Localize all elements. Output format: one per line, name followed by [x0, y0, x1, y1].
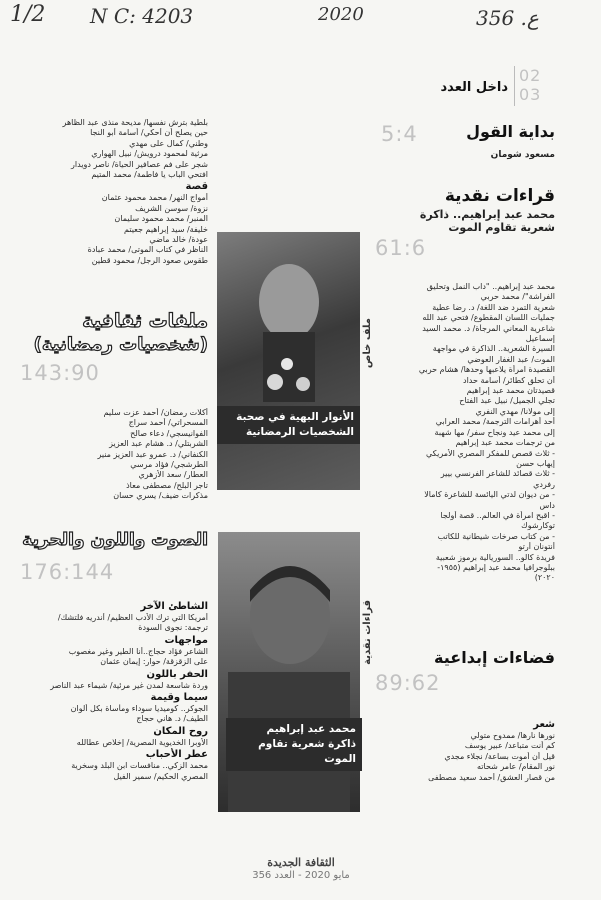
contents-entry: محمد عبد إبراهيم.. "داب النمل وتحليق — [426, 282, 555, 291]
contents-entry: محمد الزكي.. منافسات ابن البلد وسخرية — [71, 761, 208, 771]
contents-entry: - ثلاث قصائد للشاعر الفرنسي بيير — [440, 469, 555, 479]
contents-entry: القصيدة امرأة يلاعبها وحدها/ هشام حربي — [418, 365, 555, 375]
contents-entry: الطيف/ د. هاني حجاج — [136, 714, 208, 724]
contents-entry: وطني/ كمال على مهدي — [129, 138, 208, 148]
contents-entry: الفراشة"/ محمد حربي — [480, 292, 555, 302]
contents-entry: - من كتاب صرخات شيطانية للكاتب — [437, 531, 555, 541]
page-number-box — [514, 66, 551, 106]
subsection-heading: الشاطئ الآخر — [140, 601, 208, 612]
section-creative-spaces — [375, 648, 555, 695]
cultural-files-list — [20, 408, 208, 502]
contents-entry: - ثلاث قصص للمفكر المصري الأمريكي — [426, 448, 555, 458]
contents-entry: - اقبح امرأة في العالم.. قصة أولجا — [440, 510, 555, 520]
contents-entry: من قصار العشق/ أحمد سعيد مصطفى — [428, 772, 555, 782]
section-title: ملفات ثقافية — [82, 310, 208, 332]
section-cultural-files — [20, 310, 208, 385]
page-range: 5:4 — [381, 122, 418, 146]
author-portrait-side-label: قراءات نقدية — [362, 600, 373, 665]
contents-entry: أمريكا التي ترك الأدب العظيم/ أندريه فلتشك/ — [57, 613, 208, 622]
special-file-caption — [217, 406, 360, 444]
contents-entry: داس — [539, 500, 555, 510]
section-title: الصوت واللون والحرية — [22, 530, 208, 550]
contents-entry: الجوكر.. كوميديا سوداء ومأساة بكل ألوان — [70, 704, 208, 714]
contents-entry: تجلي الجميل/ نبيل عبد الفتاح — [459, 396, 555, 406]
contents-entry: تاجر البلح/ مصطفى معاذ — [126, 480, 208, 490]
contents-entry: الأوبرا الخديوية المصرية/ إخلاص عطالله — [76, 737, 208, 747]
page-range: 176:144 — [20, 560, 115, 584]
handwritten-fraction: 1/2 — [10, 2, 46, 27]
contents-entry: خليفة/ سيد إبراهيم جعيتم — [124, 224, 208, 234]
voice-color-freedom-list — [20, 600, 208, 782]
caption-line: الشخصيات الرمضانية — [245, 426, 354, 438]
section-subtitle: شعرية تقاوم الموت — [448, 221, 555, 234]
section-subtitle: محمد عبد إبراهيم.. ذاكرة — [419, 208, 555, 221]
contents-entry: - من ديوان لدتي اليائسة للشاعرة كامالا — [424, 490, 555, 500]
contents-entry: ٢٠٢٠) — [534, 573, 555, 583]
critical-readings-list — [375, 282, 555, 584]
contents-entry: الكنفاني/ د. عمرو عبد العزيز منير — [97, 449, 208, 459]
contents-entry: شاعرية المعاني المرجأة/ د. محمد السيد — [422, 323, 555, 333]
author-name: مسعود شومان — [490, 150, 555, 160]
contents-entry: طقوس صعود الرجل/ محمود قطين — [91, 255, 208, 265]
contents-entry: إلى مولانا/ مهدي النفري — [475, 406, 555, 416]
contents-entry: كم أنت متباعد/ عبير يوسف — [464, 741, 555, 751]
section-voice-color-freedom — [20, 530, 208, 584]
section-title: بداية القول — [466, 122, 555, 141]
special-file-side-label: ملف خاص — [362, 318, 373, 369]
contents-entry: المسحراتي/ أحمد سراج — [128, 418, 208, 428]
contents-entry: أحد أهرامات الترجمة/ محمد العرابي — [435, 417, 555, 427]
caption-line: محمد عبد إبراهيم — [266, 723, 356, 735]
contents-entry: من ترجمات محمد عبد إبراهيم — [455, 438, 555, 448]
contents-entry: نزوة/ سوسن الشريف — [135, 203, 208, 213]
page-range: 61:6 — [375, 236, 427, 260]
contents-entry: افتحي الباب يا فاطمة/ محمد المتيم — [91, 170, 208, 180]
issue-contents-title: داخل العدد — [440, 80, 508, 95]
special-file-photo — [217, 232, 360, 490]
contents-entry: قيل أن أموت بساعة/ نجلاء مجدي — [444, 751, 555, 761]
section-opening — [375, 122, 555, 160]
subsection-heading: روح المكان — [153, 725, 208, 737]
page-range: 143:90 — [20, 361, 100, 385]
contents-entry: الشاعر فؤاد حجاج..أنا الطير وغير مغصوب — [68, 646, 208, 656]
subsection-heading: سيما وقيمة — [150, 692, 208, 704]
contents-entry: شعرية التمرد ضد اللغة/ د. رضا عطية — [432, 302, 555, 312]
contents-entry: مذكرات ضيف/ يسري حسان — [113, 491, 208, 501]
contents-entry: توكارشوك — [521, 521, 555, 531]
contents-entry: ببلوجرافيا محمد عبد إبراهيم (١٩٥٥- — [437, 562, 555, 572]
subsection-heading: الحفر باللون — [146, 668, 208, 680]
contents-entry: الفوانيسجي/ دعاء صالح — [130, 428, 208, 438]
page-number-top: 02 — [519, 66, 542, 85]
contents-entry: أمواج النهر/ محمد محمود عثمان — [101, 193, 208, 203]
contents-entry: على الزقزقة/ حوار: إيمان عثمان — [100, 657, 208, 667]
contents-entry: الناظر في كتاب الموتى/ محمد عبادة — [87, 245, 208, 255]
contents-entry: أكلات رمضان/ أحمد عزت سليم — [103, 408, 208, 417]
section-critical-readings — [375, 186, 555, 260]
creative-spaces-list — [375, 718, 555, 783]
subsection-heading: شعر — [533, 719, 555, 730]
contents-entry: شجر على فم عصافير الحياة/ ناصر دويدار — [71, 159, 208, 169]
contents-entry: المصري الحكيم/ سمير الفيل — [113, 771, 208, 781]
contents-entry: رفردي — [533, 479, 555, 489]
contents-entry: بلطية بترش نفسها/ مديحة منذى عبد الظاهر — [62, 118, 208, 127]
handwritten-issue: 356 .ع — [476, 6, 539, 30]
contents-entry: إلى محمد عيد ونجاح سفر/ مها شهبة — [434, 427, 555, 437]
subsection-heading: عطر الأحباب — [145, 749, 208, 761]
handwritten-reference: N C: 4203 — [90, 4, 194, 28]
contents-entry: قصيدتان محمد عبد إبراهيم — [466, 386, 555, 396]
contents-entry: إيهاب حسن — [516, 458, 555, 468]
lantern-illustration — [217, 232, 360, 490]
contents-entry: جمليات اللسان المقطوع/ فتحي عبد الله — [422, 313, 555, 323]
contents-entry: الشربتلي/ د. هشام عبد العزيز — [109, 439, 208, 449]
issue-date-line: مايو 2020 - العدد 356 — [252, 870, 350, 881]
magazine-logo: الثقافة الجديدة — [267, 856, 335, 869]
contents-entry: إسماعيل — [525, 334, 555, 344]
contents-entry: ترجمة: نجوى السودة — [138, 623, 208, 633]
contents-entry: الموت/ عبد الغفار العوضي — [467, 354, 555, 364]
contents-entry: مرثية لمحمود درويش/ نبيل الهواري — [91, 149, 208, 159]
page-number-bottom: 03 — [519, 85, 542, 104]
contents-entry: فريدة كالو.. السوريالية برموز شعبية — [435, 552, 555, 562]
contents-entry: أنتونان أرتو — [518, 542, 555, 552]
contents-entry: نورها نارها/ ممدوح متولي — [470, 731, 555, 740]
caption-line: الأنوار البهية في صحبة — [236, 411, 354, 423]
subsection-heading: قصة — [185, 181, 208, 193]
contents-entry: عودة/ خالد ماضي — [149, 235, 208, 245]
contents-entry: حين يصلح أن أحكي/ أسامة أبو النجا — [90, 128, 208, 138]
contents-entry: وردة شاسعة لمدن غير مرئية/ شيماء عبد الناصر — [50, 680, 208, 690]
page-range: 89:62 — [375, 671, 441, 695]
poetry-and-story-list — [20, 118, 208, 266]
contents-entry: العطار/ سعد الأزهري — [138, 470, 208, 480]
handwritten-year: 2020 — [318, 4, 364, 25]
contents-entry: المنبر/ محمد محمود سليمان — [114, 214, 208, 224]
section-title: قراءات نقدية — [444, 186, 555, 206]
section-title: فضاءات إبداعية — [434, 648, 555, 667]
subsection-heading: مواجهات — [164, 634, 208, 646]
section-subtitle: (شخصيات رمضانية) — [33, 334, 208, 355]
caption-line: ذاكرة شعرية تقاوم الموت — [258, 738, 356, 765]
contents-entry: نور المقام/ عامر شحاته — [477, 762, 555, 772]
contents-entry: السيرة الشعرية.. الذاكرة في مواجهة — [432, 344, 555, 354]
contents-entry: الطرشجي/ فؤاد مرسي — [130, 460, 208, 470]
author-portrait-caption — [226, 718, 362, 771]
contents-entry: أن تحلق كطائر/ أسامة حداد — [463, 375, 555, 385]
